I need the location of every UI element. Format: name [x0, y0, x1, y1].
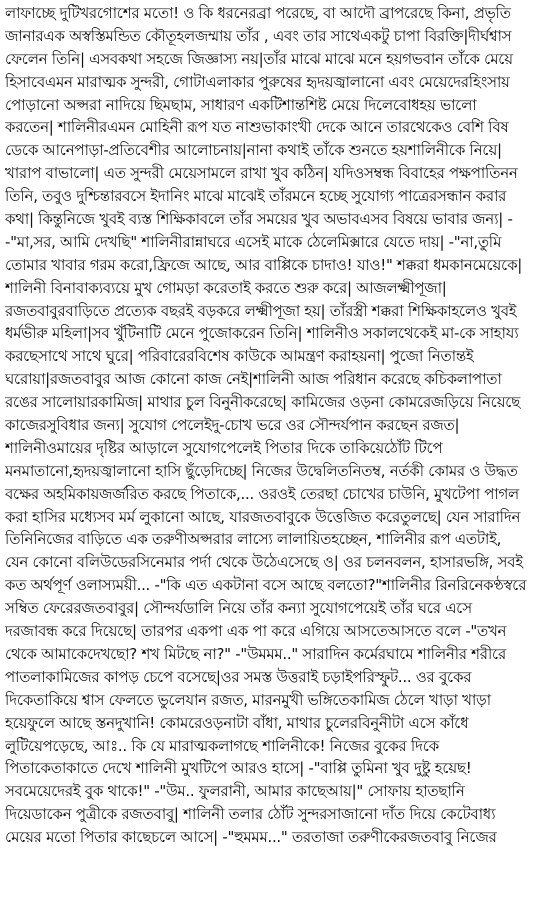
- text-line: করছেসাথে সাথে ঘুরে| পরিবারেরবিশেষ কাউকে আমন্ত্রণ করাহয়না| পুজো নিতান্তই: [5, 347, 474, 366]
- text-line: রজতবাবুরবাড়িতে প্রত্যেক বছরই বড়করে লক্ষ্মীপূজা হয়| তাঁরস্ত্রী শক্করা শিক্ষিকাহলেও খুবই: [5, 301, 517, 320]
- text-line: ডেকে আনেপাড়া-প্রতিবেশীর আলোচনায়|নানা কথাই তাঁকে শুনতে হয়শালিনীকে নিয়ে|: [5, 141, 502, 160]
- text-line: যেন কোনো বলিউডেরসিনেমার পর্দা থেকে উঠেএসেছে ও| ওর চলনবলন, হাসারভঙ্গি, সবই: [5, 553, 523, 572]
- text-line: লাফাচ্ছে দুটিখরগোশের মতো! ও কি ধরনেরব্রা পরেছে, বা আদৌ ব্রাপরেছে কিনা, প্রভৃতি: [5, 4, 511, 22]
- text-line: সম্বিত ফেরেরজতবাবুর| সৌন্দর্যডালি নিয়ে তাঁর কন্যা সুযোগপেয়েই তাঁর ঘরে এসে: [5, 599, 472, 618]
- text-line: হিসাবেএমন মারাত্মক সুন্দরী, গোটাএলাকার পুরুষের হৃদয়জ্বালানো এবং মেয়েদেরহিংসায়: [5, 72, 510, 91]
- text-line: সবমেয়েদেরই বুক থাকে!" -"উম.. ফুলরানী, আমার কাছেআয়|" সোফায় হাতছানি: [5, 782, 465, 801]
- text-line: মনমাতানো,হৃদয়জ্বালানো হাসি ছুঁড়েদিচ্ছে| নিজের উদ্বেলিতনিতম্ব, নর্তকী কোমর ও উদ্ধত: [5, 461, 518, 480]
- text-line: দিয়েডাকেন পুত্রীকে রজতবাবু| শালিনী তলার ঠোঁট সুন্দরসাজানো দাঁত দিয়ে কেটেবাধ্য: [5, 805, 496, 824]
- text-line: কত অর্থপূর্ণ ওলাস্যময়ী... -"কি এত একটানা বসে আছে বলতো?"শালিনীর রিনরিনেকণ্ঠস্বরে: [5, 576, 527, 595]
- text-line: করা হাসির মধ্যেসব মর্ম লুকানো আছে, যারজতবাবুকে উত্তেজিত করেতুলছে| যেন সারাদিন: [5, 507, 521, 526]
- text-line: লুটিয়েপড়েছে, আঃ.. কি যে মারাত্মকলাগছে শালিনীকে! নিজের বুকের দিকে: [5, 736, 439, 755]
- text-line: শালিনী বিনাবাক্যব্যয়ে মুখ গোমড়া করেতাই করতে শুরু করে| আজলক্ষ্মীপূজা|: [5, 278, 447, 297]
- text-line: পোড়ানো অপ্সরা নাদিয়ে ছিমছাম, সাধারণ একটিশান্তশিষ্ট মেয়ে দিলেবোধহয় ভালো: [5, 95, 477, 114]
- text-line: জানারএক অস্বস্তিমন্ডিত কৌতূহলজম্মায় তাঁর , এবং তার সাথেএকটু চাপা বিরক্তি|দীর্ঘশ্বাস: [5, 26, 512, 45]
- text-line: -"মা,সর, আমি দেখছি" শালিনীরান্নাঘরে এসেই মাকে ঠেলেমিক্সারে যেতে দায়| -"না,তুমি: [5, 232, 502, 251]
- text-line: ধর্মভীরু মহিলা|সব খুঁটিনাটি মেনে পুজোকরেন তিনি| শালিনীও সকালথেকেই মা-কে সাহায্য: [5, 324, 519, 343]
- text-line: বক্ষের অহমিকায়জর্জরিত করছে পিতাকে,... ওরওই তেরছা চোখের চাউনি, মুখটেপা পাগল: [5, 484, 519, 503]
- text-line: কথা| কিন্তুনিজে খুবই ব্যস্ত শিক্ষিকাবলে তাঁর সময়ের খুব অভাবএসব বিষয়ে ভাবার জন্য| -: [5, 210, 513, 229]
- text-line: থেকে আমাকেদেখছো? শখ মিটছে না?" -"উমমম.." সারাদিন কর্মেরঘামে শালিনীর শরীরে: [5, 644, 506, 663]
- text-line: ফেলেন তিনি| এসবকথা সহজে জিজ্ঞাস্য নয়|তাঁর মাঝে মাঝে মনে হয়গভবান তাঁকে মেয়ে: [5, 49, 513, 68]
- text-line: হয়েফুলে আছে স্তনদুখানি! কোমরেওড়নাটা বাঁধা, মাথার চুলেরবিনুনীটা এসে কাঁধে: [5, 713, 469, 732]
- text-line: শালিনীওমায়ের দৃষ্টির আড়ালে সুযোগপেলেই পিতার দিকে তাকিয়েঠোঁট টিপে: [5, 438, 443, 457]
- text-line: পিতাকেতাকাতে দেখে শালিনী মুখটিপে আরও হাসে| -"বাপ্পি তুমিনা খুব দুষ্টু হয়েছ!: [5, 759, 472, 778]
- text-line: তোমার খাবার গরম করো,ফ্রিজে আছে, আর বাপ্পিকে চাদাও! যাও!" শক্করা ধমকানমেয়েকে|: [5, 255, 523, 274]
- text-line: ঘরোয়া|রজতবাবুর আজ কোনো কাজ নেই|শালিনী আজ পরিধান করেছে কচিকলাপাতা: [5, 370, 502, 389]
- text-line: তিনি, তবুও দুশ্চিন্তারবসে ইদানিং মাঝে মাঝেই তাঁরমনে হচ্ছে সুযোগ্য পাত্রেরসন্ধান করার: [5, 187, 507, 206]
- text-line: করতেন| শালিনীরএমন মোহিনী রূপ যত নাশুভাকাংখী দেকে আনে তারথেকেও বেশি বিষ: [5, 118, 509, 137]
- text-line: মেয়ের মতো পিতার কাছেচলে আসে| -"হুমমম..." তরতাজা তরুণীকেরজতবাবু নিজের: [5, 828, 497, 847]
- text-line: দরজাবন্ধ করে দিয়েছে| তারপর একপা এক পা করে এগিয়ে আসতেআসতে বলে -"তখন: [5, 622, 507, 641]
- text-line: খারাপ বাভালো| এত সুন্দরী মেয়েসামলে রাখা খুব কঠিন| যদিওসম্বন্ধ বিবাহের পক্ষপাতিনন: [5, 164, 518, 183]
- text-line: কাজেরসুবিধার জন্য| সুযোগ পেলেইদু-চোখ ভরে ওর সৌন্দর্যপান করছেন রজত|: [5, 416, 460, 435]
- text-line: পাতলাকামিজের কাপড় চেপে বসেছে|ওর সমস্ত উত্তরাই চড়াইপরিস্ফুট... ওর বুকের: [5, 667, 472, 686]
- text-line: রঙের সালোয়ারকামিজ| মাথার চুল বিনুনীকরেছে| কামিজের ওড়না কোমরেজড়িয়ে নিয়েছে: [5, 393, 521, 412]
- text-line: তিনিনিজের বাড়িতে এক তরুণীঅপ্সরার লাস্যে লালায়িতহচ্ছেন, শালিনীর রূপ এতটাই,: [5, 530, 502, 549]
- text-line: দিকেতাকিয়ে শ্বাস ফেলতে ভুলেযান রজত, মারনমুখী ভঙ্গিতেকামিজ ঠেলে খাড়া খাড়া: [5, 690, 491, 709]
